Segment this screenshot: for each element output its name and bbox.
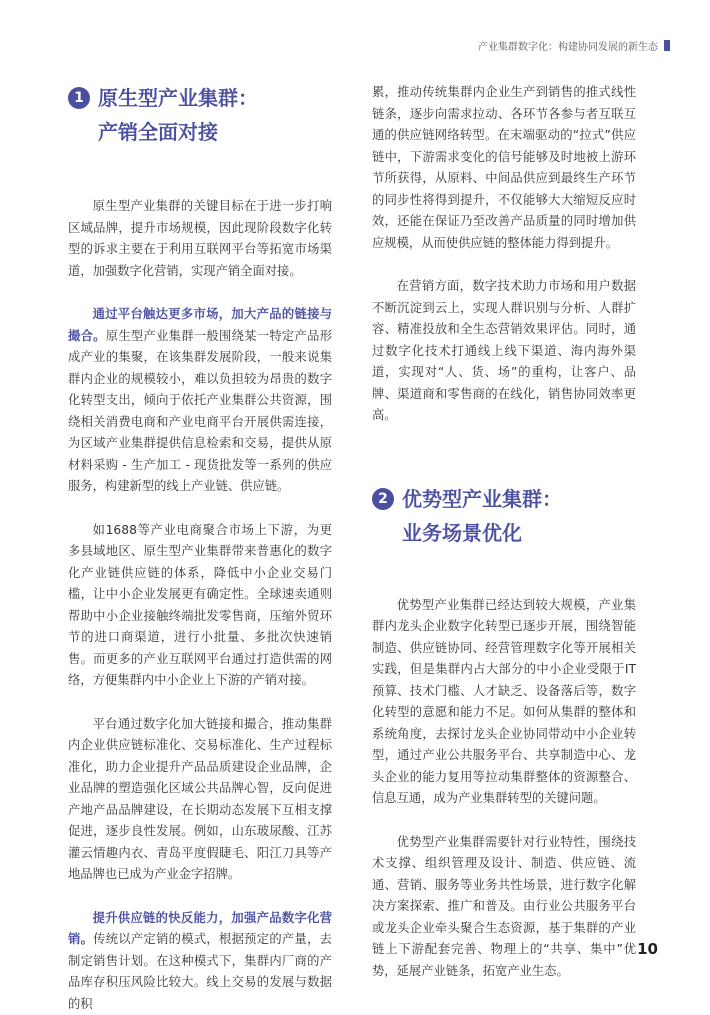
running-header bbox=[478, 38, 670, 53]
page-number: 10 bbox=[637, 940, 658, 958]
running-title: 产业集群数字化：构建协同发展的新生态 bbox=[478, 38, 658, 53]
paragraph-continued: 累，推动传统集群内企业生产到销售的推式线性链条，逐步向需求拉动、各环节各参与者互联互通的供应链网络转型。在末端驱动的“拉式”供应链中，下游需求变化的信号能够及时地被上游环节所获得，从原料、中间品供应到最终生产环节的同步性将得到提升，不仅能够大大缩短反应时效，还能在保证乃至改善产品质量的同时增加供应规模，从而使供应链的整体能力得到提升。 bbox=[372, 82, 636, 254]
right-column bbox=[372, 82, 636, 982]
paragraph: 优势型产业集群需要针对行业特性，围绕技术支撑、组织管理及设计、制造、供应链、流通、营销、服务等业务共性场景，进行数字化解决方案探索、推广和普及。由行业公共服务平台或龙头企业牵头聚合生态资源，基于集群的产业链上下游配套完善、物理上的“共享、集中”优势，延展产业链条，拓宽产业生态。 bbox=[372, 832, 636, 983]
paragraph: 平台通过数字化加大链接和撮合，推动集群内企业供应链标准化、交易标准化、生产过程标准化，助力企业提升产品品质建设企业品牌，企业品牌的塑造强化区域公共品牌心智，反向促进产地产品品牌建设，在长期动态发展下互相支撑促进，逐步良性发展。例如，山东玻尿酸、江苏灌云情趣内衣、青岛平度假睫毛、阳江刀具等产地品牌也已成为产业金字招牌。 bbox=[68, 714, 332, 886]
section-number-badge: 2 bbox=[372, 488, 394, 510]
paragraph: 如1688等产业电商聚合市场上下游，为更多县域地区、原生型产业集群带来普惠化的数字化产业链供应链的体系，降低中小企业交易门槛，让中小企业发展更有确定性。全球速卖通则帮助中小企业接触终端批发零售商，压缩外贸环节的进口商渠道，进行小批量、多批次快速销售。而更多的产业互联网平台通过打造供需的网络，方便集群内中小企业上下游的产销对接。 bbox=[68, 520, 332, 692]
section-title-line2: 业务场景优化 bbox=[402, 517, 562, 549]
section-title-line1: 优势型产业集群： bbox=[402, 483, 562, 515]
paragraph bbox=[68, 908, 332, 1015]
section-title-line1: 原生型产业集群： bbox=[98, 82, 258, 114]
section-1-heading bbox=[68, 82, 332, 148]
paragraph-body: 传统以产定销的模式，根据预定的产量，去制定销售计划。在这种模式下，集群内厂商的产品库存积压风险比较大。线上交易的发展与数据的积 bbox=[68, 932, 332, 1011]
section-number-badge: 1 bbox=[68, 87, 90, 109]
highlight-lead: 通过平台触达更多市场，加大产品的链接与撮合。 bbox=[68, 307, 332, 343]
paragraph-body: 原生型产业集群一般围绕某一特定产品形成产业的集聚，在该集群发展阶段，一般来说集群内企业的规模较小，难以负担较为昂贵的数字化转型支出，倾向于依托产业集群公共资源，围绕相关消费电商和产业电商平台开展供需连接，为区域产业集群提供信息检索和交易，提供从原材料采购 - 生产加工 - 现货批发等一系列的供应服务，构建新型的线上产业链、供应链。 bbox=[68, 329, 332, 494]
header-accent-bar bbox=[664, 40, 670, 51]
paragraph bbox=[68, 304, 332, 498]
paragraph: 在营销方面，数字技术助力市场和用户数据不断沉淀到云上，实现人群识别与分析、人群扩容、精准投放和全生态营销效果评估。同时，通过数字化技术打通线上线下渠道、海内海外渠道，实现对“人、货、场”的重构，让客户、品牌、渠道商和零售商的在线化，销售协同效率更高。 bbox=[372, 276, 636, 427]
section-2-heading bbox=[372, 483, 636, 549]
left-column bbox=[68, 82, 332, 1015]
paragraph: 原生型产业集群的关键目标在于进一步打响区域品牌，提升市场规模，因此现阶段数字化转型的诉求主要在于利用互联网平台等拓宽市场渠道，加强数字化营销，实现产销全面对接。 bbox=[68, 196, 332, 282]
paragraph: 优势型产业集群已经达到较大规模，产业集群内龙头企业数字化转型已逐步开展，围绕智能制造、供应链协同、经营管理数字化等开展相关实践，但是集群内占大部分的中小企业受限于IT预算、技术门槛、人才缺乏、设备落后等，数字化转型的意愿和能力不足。如何从集群的整体和系统角度，去探讨龙头企业协同带动中小企业转型，通过产业公共服务平台、共享制造中心、龙头企业的能力复用等拉动集群整体的资源整合、信息互通，成为产业集群转型的关键问题。 bbox=[372, 595, 636, 810]
highlight-lead: 提升供应链的快反能力，加强产品数字化营销。 bbox=[68, 911, 332, 947]
section-title-line2: 产销全面对接 bbox=[98, 116, 258, 148]
